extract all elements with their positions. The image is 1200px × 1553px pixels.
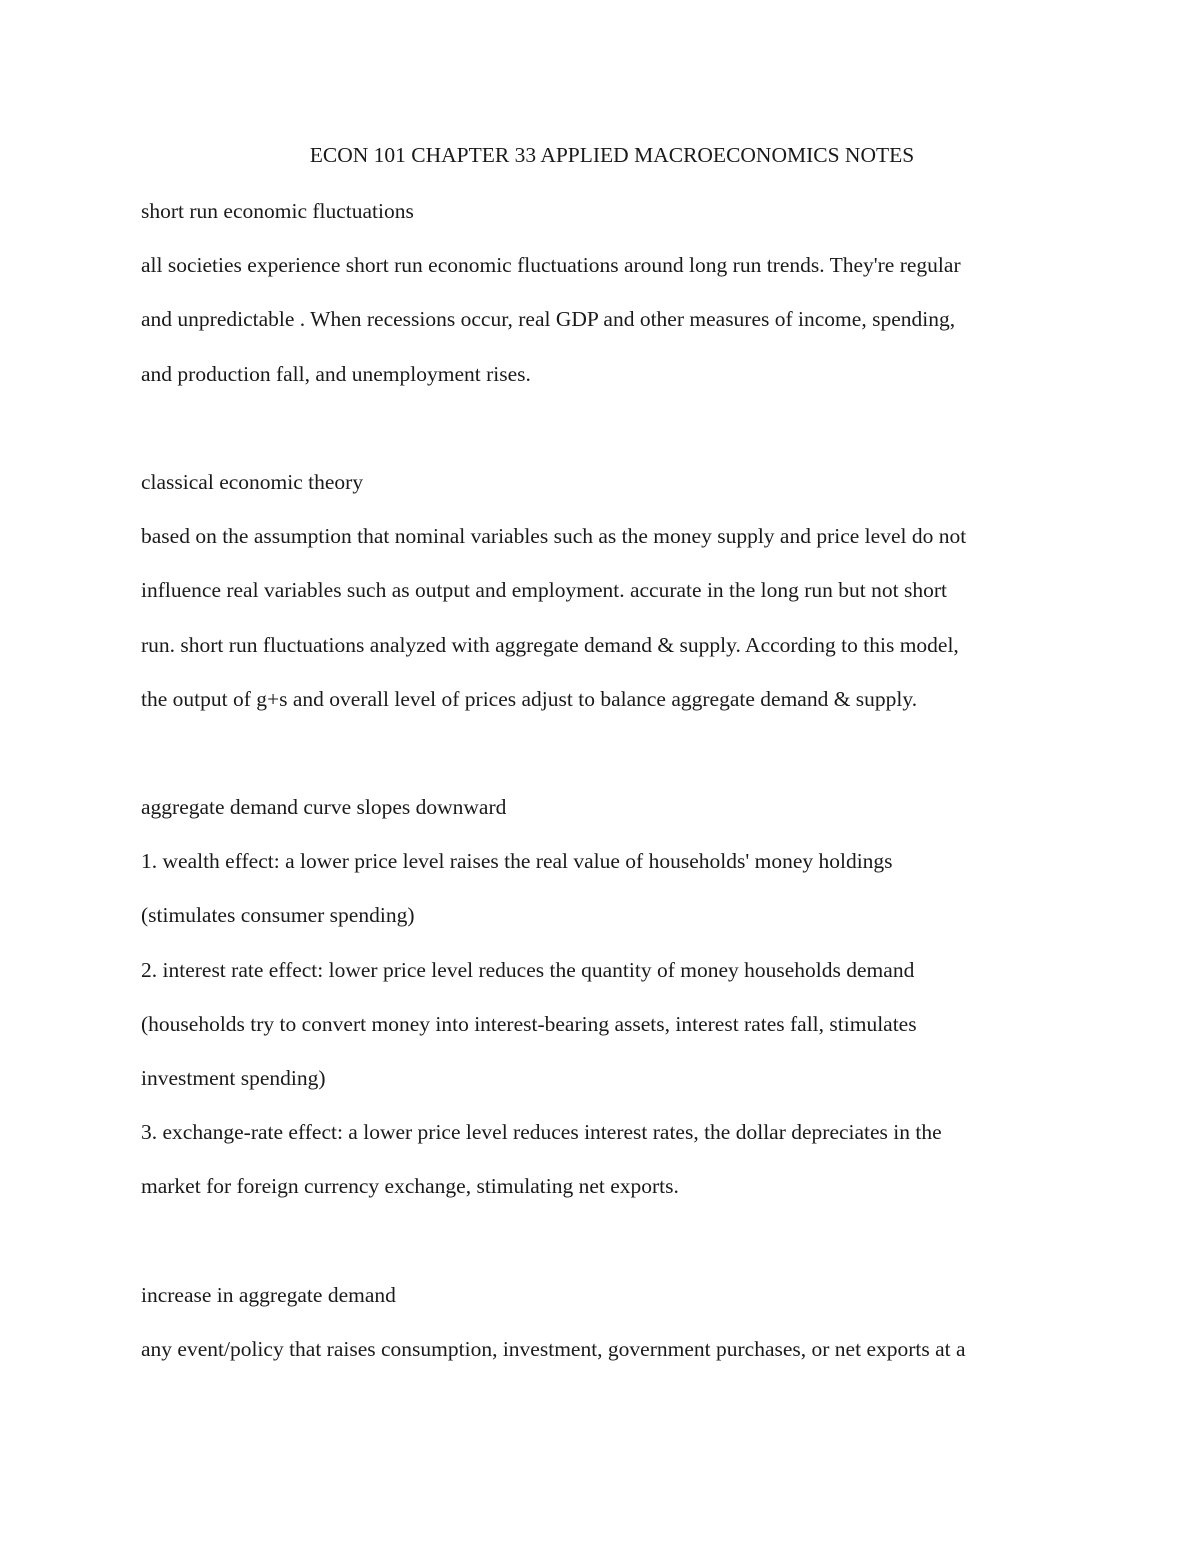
body-line: the output of g+s and overall level of prices adjust to balance aggregate demand & supply. (141, 686, 918, 711)
section-heading: aggregate demand curve slopes downward (141, 795, 507, 820)
section-heading: increase in aggregate demand (141, 1282, 396, 1307)
list-item-continuation: (stimulates consumer spending) (141, 903, 415, 928)
body-line: and unpredictable . When recessions occur, real GDP and other measures of income, spending, (141, 307, 956, 332)
document-body (141, 197, 1061, 1389)
list-item: 3. exchange-rate effect: a lower price level reduces interest rates, the dollar depreciates in the (141, 1120, 942, 1145)
list-item-continuation: investment spending) (141, 1066, 326, 1090)
section-heading: classical economic theory (141, 469, 364, 494)
body-line: any event/policy that raises consumption, investment, government purchases, or net exports at a (141, 1336, 966, 1361)
section-heading: short run economic fluctuations (141, 199, 414, 223)
blank-line (141, 739, 1061, 793)
body-line: run. short run fluctuations analyzed with aggregate demand & supply. According to this model, (141, 632, 959, 657)
body-line: influence real variables such as output and employment. accurate in the long run but not short (141, 578, 948, 603)
body-line: all societies experience short run economic fluctuations around long run trends. They're regular (141, 253, 961, 278)
list-item: 2. interest rate effect: lower price level reduces the quantity of money households demand (141, 957, 915, 982)
body-line: and production fall, and unemployment rises. (141, 361, 531, 386)
document-title: ECON 101 CHAPTER 33 APPLIED MACROECONOMICS NOTES (309, 143, 915, 167)
list-item-continuation: market for foreign currency exchange, stimulating net exports. (141, 1174, 679, 1199)
blank-line (141, 1227, 1061, 1281)
blank-line (141, 414, 1061, 468)
body-line: based on the assumption that nominal variables such as the money supply and price level do not (141, 524, 967, 549)
list-item-continuation: (households try to convert money into interest-bearing assets, interest rates fall, stimulates (141, 1011, 917, 1036)
list-item: 1. wealth effect: a lower price level raises the real value of households' money holdings (141, 849, 893, 874)
